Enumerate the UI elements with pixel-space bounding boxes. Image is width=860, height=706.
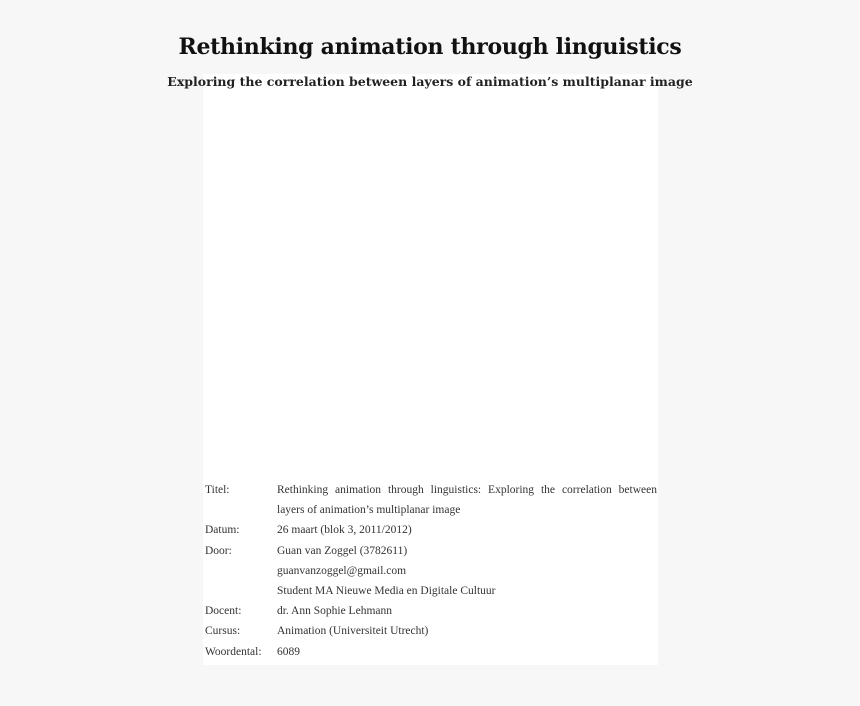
metadata-row-docent <box>205 601 657 621</box>
metadata-value-line: Animation (Universiteit Utrecht) <box>277 625 429 638</box>
metadata-value-line: 26 maart (blok 3, 2011/2012) <box>277 524 412 537</box>
metadata-row-cursus <box>205 621 657 641</box>
metadata-table <box>205 480 657 662</box>
metadata-value <box>277 642 657 662</box>
metadata-value-line: Guan van Zoggel (3782611) <box>277 544 408 557</box>
document-subtitle: Exploring the correlation between layers of animation’s multiplanar image <box>167 74 693 89</box>
metadata-value-line: layers of animation’s multiplanar image <box>277 504 461 517</box>
metadata-value-line: dr. Ann Sophie Lehmann <box>277 605 392 618</box>
author-email: guanvanzoggel@gmail.com <box>277 564 407 577</box>
metadata-label: Door: <box>205 544 232 557</box>
metadata-row-datum <box>205 520 657 540</box>
metadata-value-line: Student MA Nieuwe Media en Digitale Cultuur <box>277 585 496 598</box>
metadata-label: Docent: <box>205 605 242 618</box>
metadata-label: Woordental: <box>205 645 262 658</box>
metadata-value <box>277 621 657 641</box>
metadata-label: Datum: <box>205 524 240 537</box>
metadata-row-door <box>205 541 657 602</box>
document-title: Rethinking animation through linguistics <box>178 34 682 60</box>
metadata-value <box>277 601 657 621</box>
metadata-value <box>277 520 657 540</box>
metadata-value-line: Rethinking animation through linguistics: Exploring the correlation between <box>277 484 657 496</box>
metadata-value <box>277 480 657 520</box>
metadata-row-titel <box>205 480 657 520</box>
metadata-value-line: 6089 <box>277 645 300 658</box>
metadata-row-woordental <box>205 642 657 662</box>
metadata-label: Cursus: <box>205 625 241 638</box>
metadata-label: Titel: <box>205 484 230 496</box>
metadata-value <box>277 541 657 602</box>
